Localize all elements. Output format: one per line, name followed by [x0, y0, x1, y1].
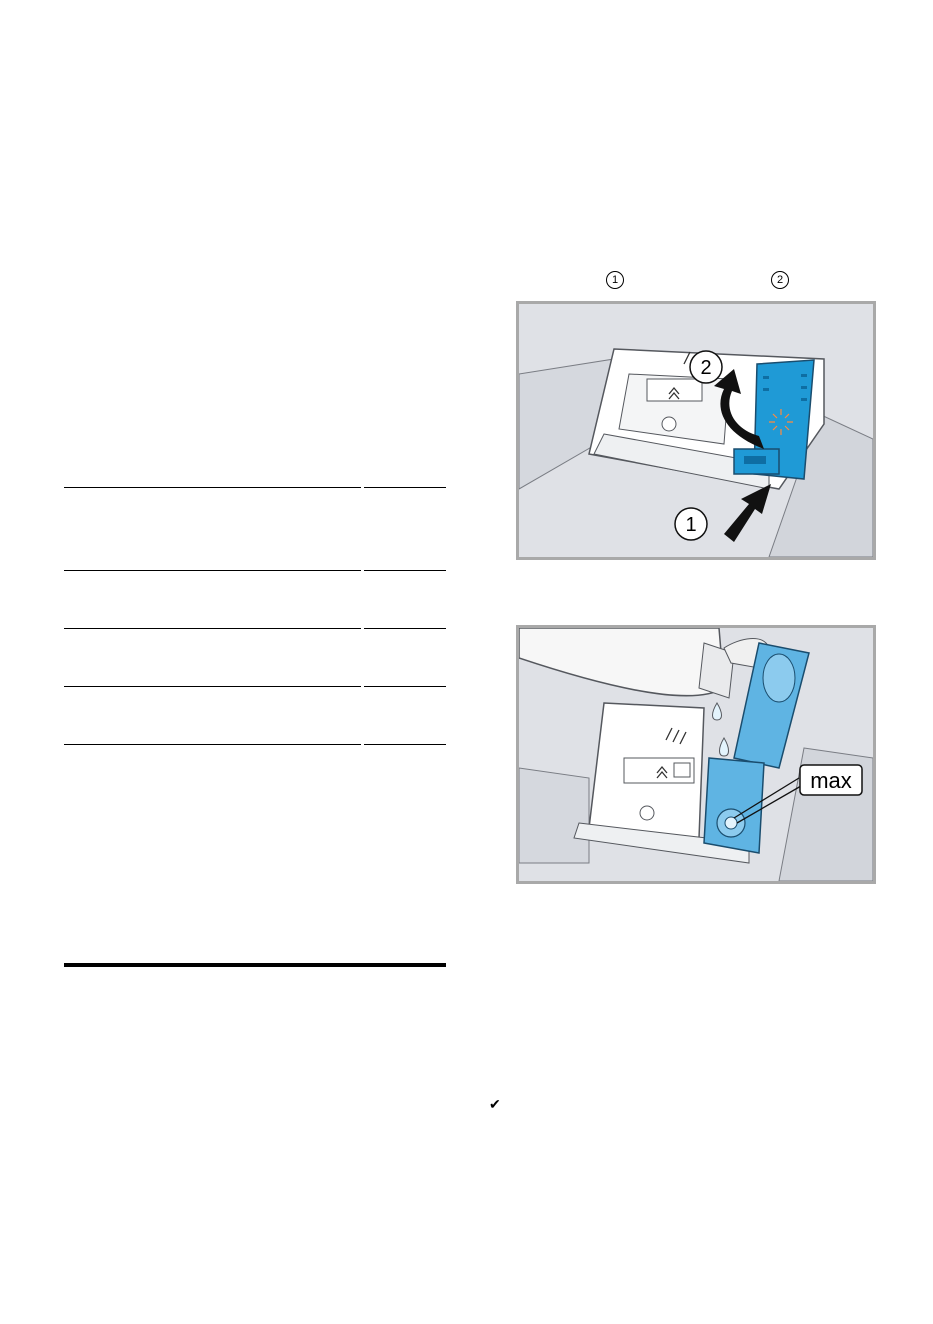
figure-fill-rinse-aid — [516, 625, 876, 884]
table-rule-2 — [64, 628, 361, 629]
figure-open-lid — [516, 301, 876, 560]
dispenser-filling-illustration — [519, 628, 873, 881]
callout-1-label: 1 — [685, 514, 697, 536]
table-rule-3-right — [364, 686, 446, 687]
table-rule-4 — [64, 744, 361, 745]
section-divider — [64, 963, 446, 967]
step-ref-2: 2 — [771, 271, 789, 289]
table-rule-top-right — [364, 487, 446, 488]
table-rule-1-right — [364, 570, 446, 571]
table-rule-top — [64, 487, 361, 488]
table-rule-1 — [64, 570, 361, 571]
dispenser-open-lid-illustration — [519, 304, 873, 557]
check-icon: ✔ — [489, 1096, 501, 1112]
table-rule-3 — [64, 686, 361, 687]
callout-2-label: 2 — [700, 357, 712, 379]
step-ref-1: 1 — [606, 271, 624, 289]
table-rule-2-right — [364, 628, 446, 629]
table-rule-4-right — [364, 744, 446, 745]
max-label: max — [810, 768, 852, 793]
